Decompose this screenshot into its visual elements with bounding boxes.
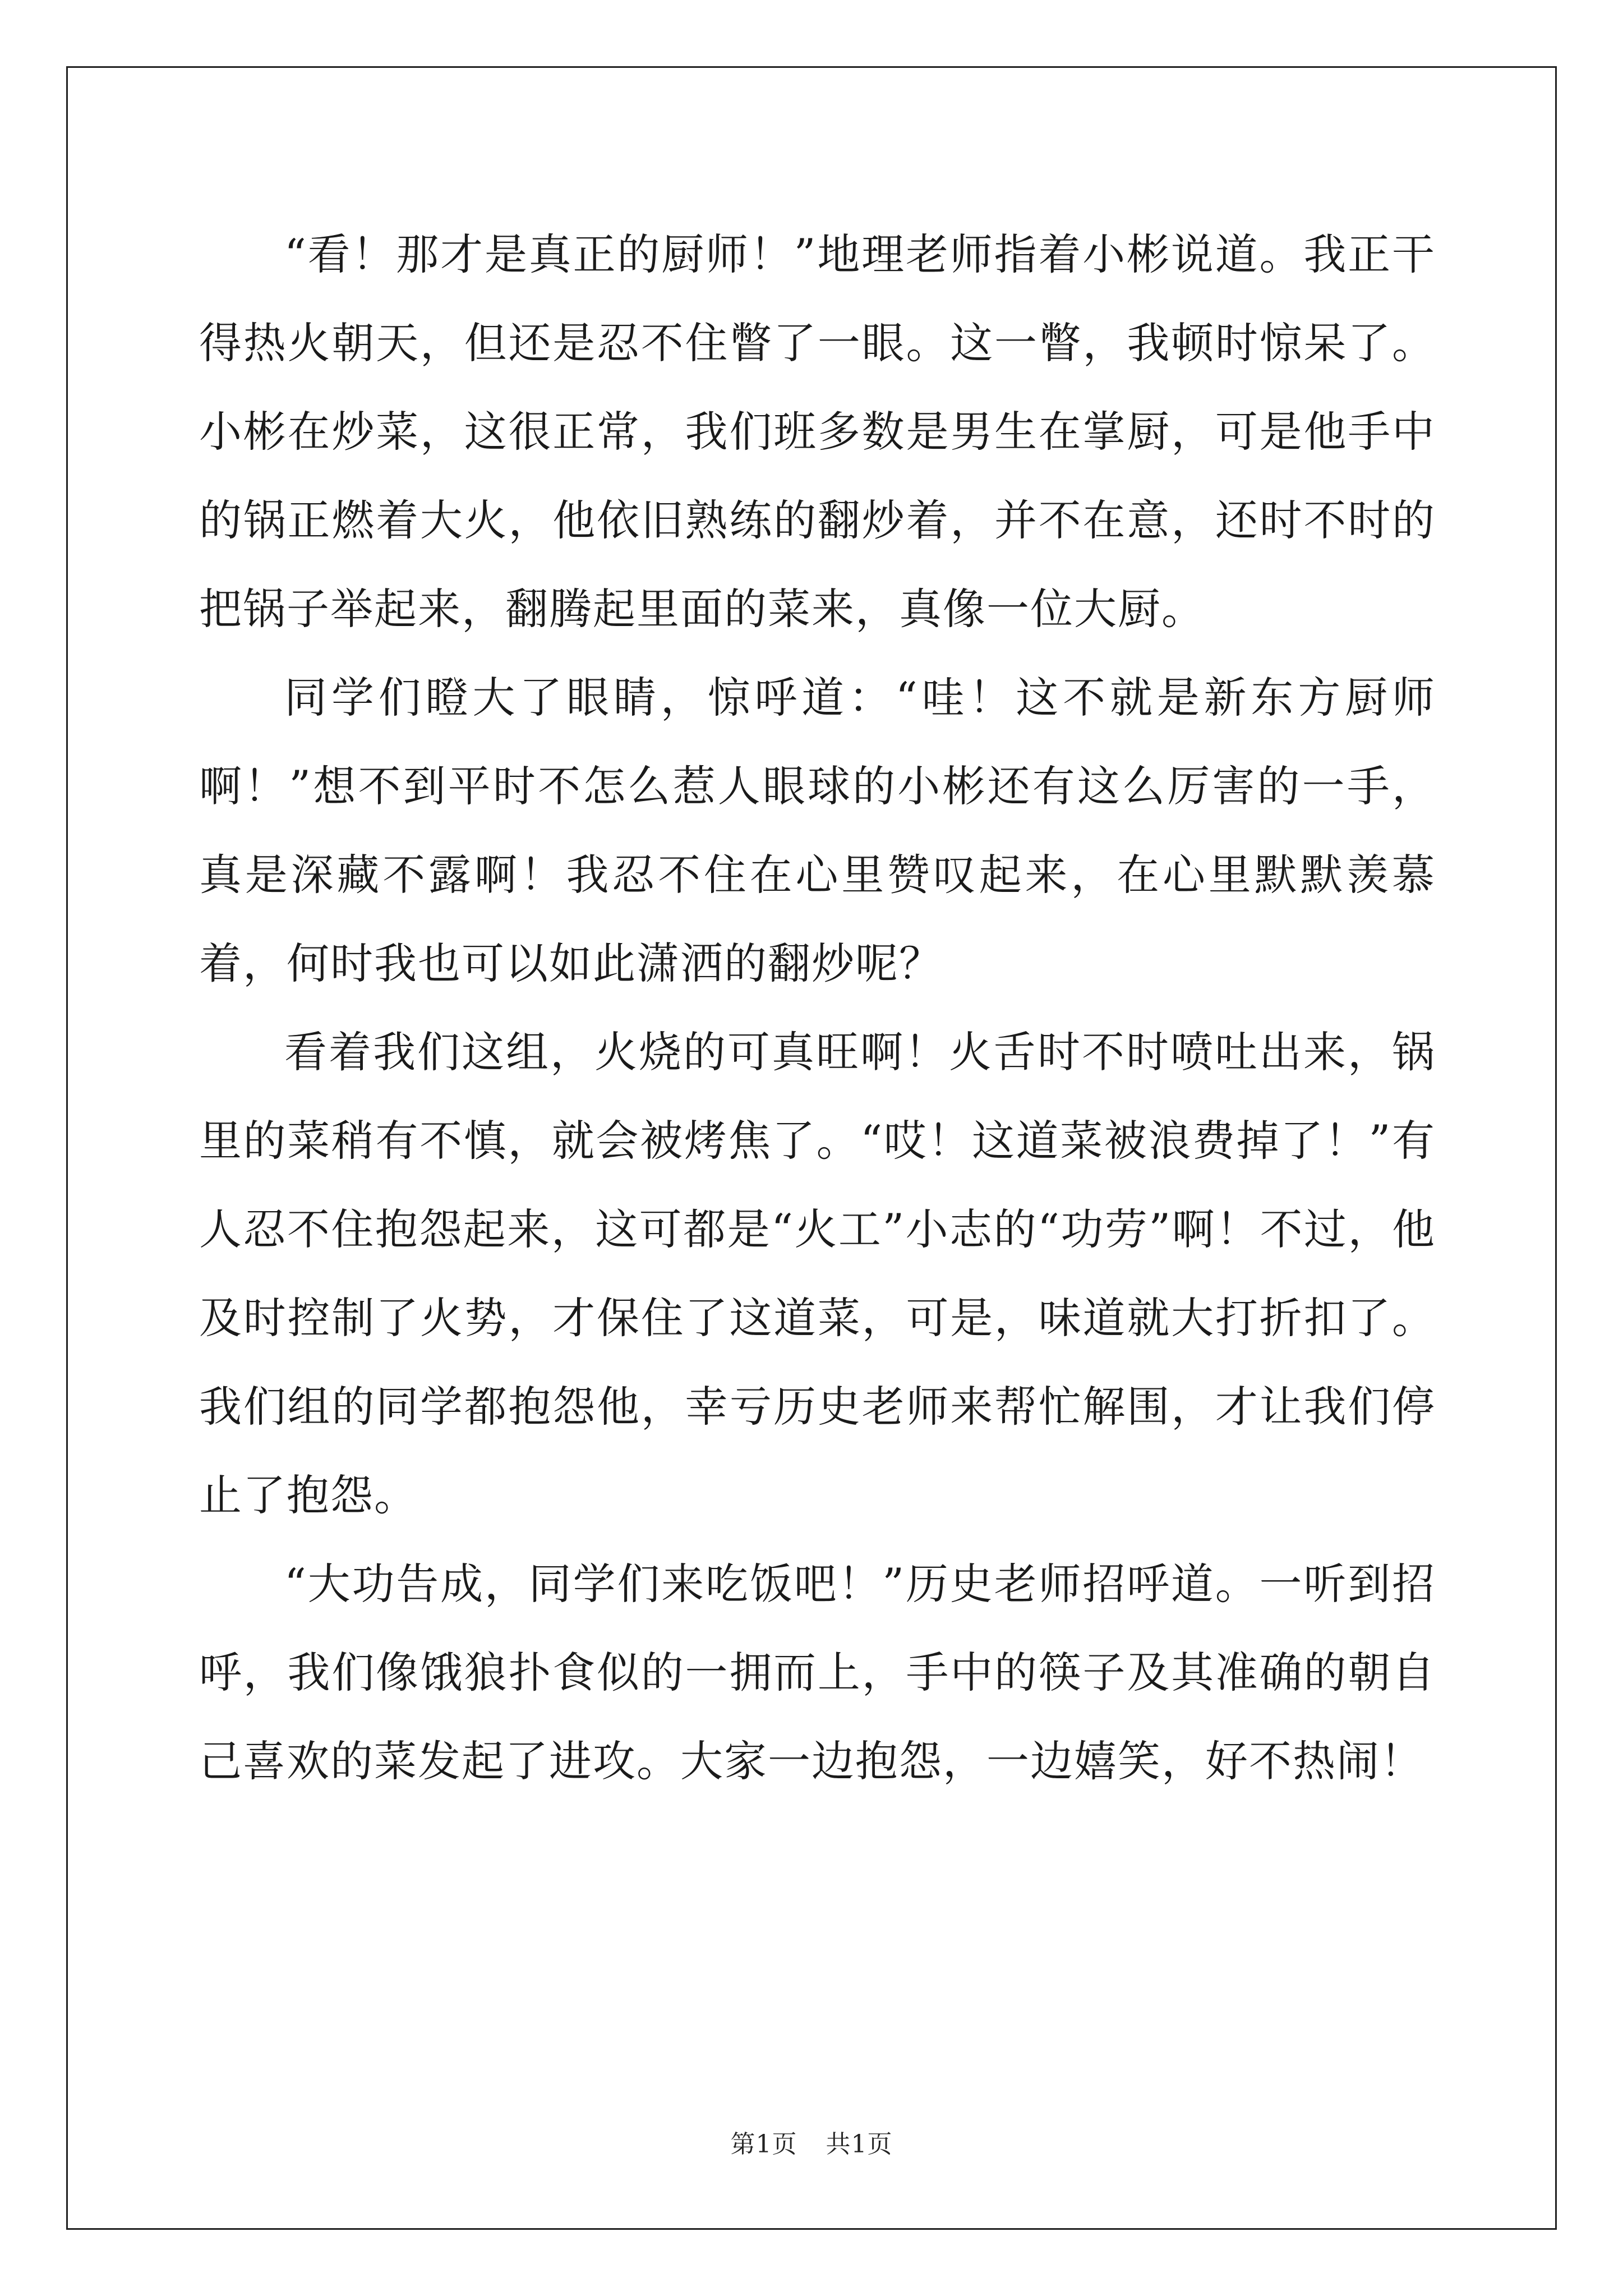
page-footer <box>0 2129 1623 2160</box>
document-body <box>199 210 1436 1806</box>
paragraph-3: 看着我们这组，火烧的可真旺啊！火舌时不时喷吐出来，锅里的菜稍有不慎，就会被烤焦了。“哎！这道菜被浪费掉了！”有人忍不住抱怨起来，这可都是“火工”小志的“功劳”啊！不过，他及时控制了火势，才保住了这道菜，可是，味道就大打折扣了。我们组的同学都抱怨他，幸亏历史老师来帮忙解围，才让我们停止了抱怨。 <box>199 1027 1436 1520</box>
paragraph-1: “看！那才是真正的厨师！”地理老师指着小彬说道。我正干得热火朝天，但还是忍不住瞥了一眼。这一瞥，我顿时惊呆了。小彬在炒菜，这很正常，我们班多数是男生在掌厨，可是他手中的锅正燃着大火，他依旧熟练的翻炒着，并不在意，还时不时的把锅子举起来，翻腾起里面的菜来，真像一位大厨。 <box>199 229 1436 634</box>
page-number-current: 第1页 <box>730 2130 797 2159</box>
paragraph-4: “大功告成，同学们来吃饭吧！”历史老师招呼道。一听到招呼，我们像饿狼扑食似的一拥而上，手中的筷子及其准确的朝自己喜欢的菜发起了进攻。大家一边抱怨，一边嬉笑，好不热闹！ <box>199 1559 1436 1786</box>
paragraph-2: 同学们瞪大了眼睛，惊呼道：“哇！这不就是新东方厨师啊！”想不到平时不怎么惹人眼球的小彬还有这么厉害的一手，真是深藏不露啊！我忍不住在心里赞叹起来，在心里默默羡慕着，何时我也可以如此潇洒的翻炒呢？ <box>199 673 1436 988</box>
page-number-total: 共1页 <box>826 2130 893 2159</box>
